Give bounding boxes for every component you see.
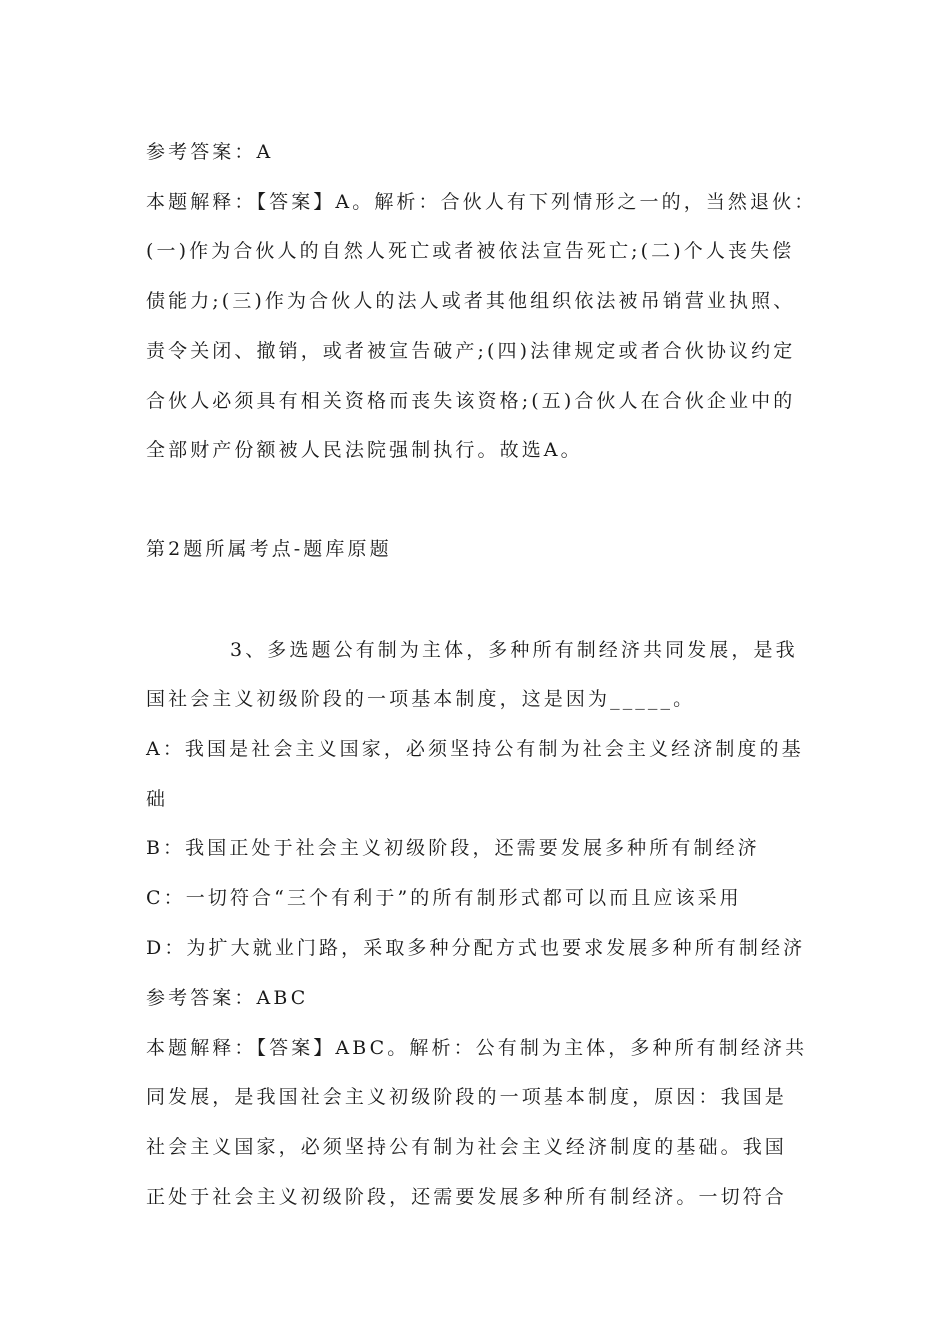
q3-explanation-line: 社会主义国家，必须坚持公有制为社会主义经济制度的基础。我国 [146,1136,787,1158]
q3-explanation-line: 本题解释：【答案】ABC。解析：公有制为主体，多种所有制经济共 [146,1037,808,1059]
q2-explanation-line: 责令关闭、撤销，或者被宣告破产;(四)法律规定或者合伙协议约定 [146,340,796,362]
q3-option-d: D：为扩大就业门路，采取多种分配方式也要求发展多种所有制经济 [146,937,806,959]
q2-explanation-line: 本题解释：【答案】A。解析：合伙人有下列情形之一的，当然退伙： [146,191,817,213]
q2-explanation-line: 全部财产份额被人民法院强制执行。故选A。 [146,439,583,461]
q3-option-a: A：我国是社会主义国家，必须坚持公有制为社会主义经济制度的基 [146,738,804,760]
q2-answer: 参考答案：A [146,141,274,163]
q3-explanation-line: 同发展，是我国社会主义初级阶段的一项基本制度，原因：我国是 [146,1086,787,1108]
q3-option-a-continued: 础 [146,788,169,810]
q3-stem-line: 3、多选题公有制为主体，多种所有制经济共同发展，是我 [230,639,798,661]
q3-stem-line: 国社会主义初级阶段的一项基本制度，这是因为_____。 [146,688,696,710]
q2-topic: 第2题所属考点-题库原题 [146,538,392,560]
q3-option-b: B：我国正处于社会主义初级阶段，还需要发展多种所有制经济 [146,837,760,859]
q3-explanation-line: 正处于社会主义初级阶段，还需要发展多种所有制经济。一切符合 [146,1186,787,1208]
q2-explanation-line: 债能力;(三)作为合伙人的法人或者其他组织依法被吊销营业执照、 [146,290,796,312]
q3-answer: 参考答案：ABC [146,987,309,1009]
q2-explanation-line: (一)作为合伙人的自然人死亡或者被依法宣告死亡;(二)个人丧失偿 [146,240,795,262]
q2-explanation-line: 合伙人必须具有相关资格而丧失该资格;(五)合伙人在合伙企业中的 [146,390,796,412]
q3-option-c: C：一切符合“三个有利于”的所有制形式都可以而且应该采用 [146,887,742,909]
